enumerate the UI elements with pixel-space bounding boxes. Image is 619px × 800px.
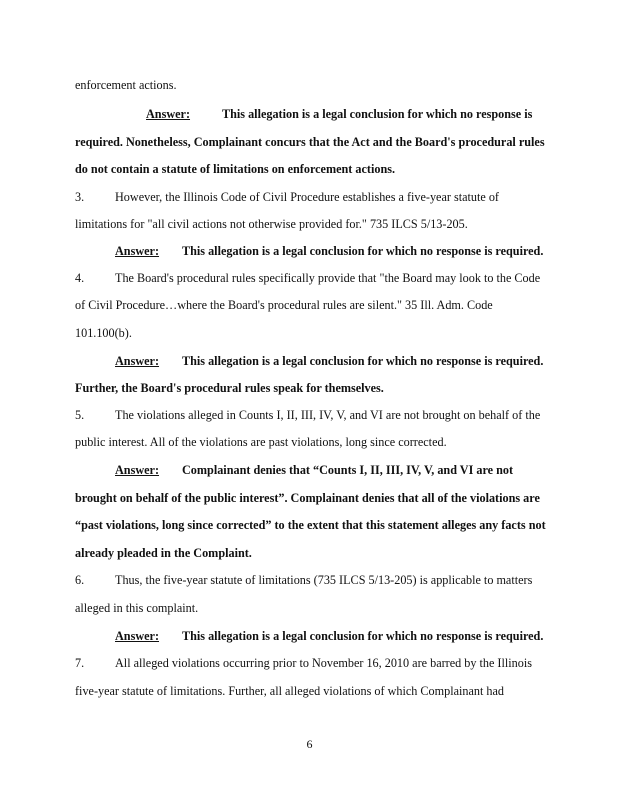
page-number: 6 [306, 737, 313, 751]
answer-text-line: required. Nonetheless, Complainant concurs that the Act and the Board's procedural rules [75, 135, 545, 149]
text-line: enforcement actions. [75, 78, 177, 92]
answer-label: Answer: [146, 107, 191, 121]
answer-label: Answer: [115, 354, 160, 368]
paragraph-text-line: five-year statute of limitations. Further, all alleged violations of which Complainant had [75, 684, 505, 698]
paragraph-text: Thus, the five-year statute of limitations (735 ILCS 5/13-205) is applicable to matters [115, 573, 533, 587]
answer-text: This allegation is a legal conclusion for which no response is required. [182, 629, 544, 643]
paragraph-text-line: alleged in this complaint. [75, 601, 199, 615]
paragraph-text: All alleged violations occurring prior to November 16, 2010 are barred by the Illinois [115, 656, 532, 670]
answer-text: This allegation is a legal conclusion for which no response is required. [182, 244, 544, 258]
paragraph-text-line: limitations for "all civil actions not otherwise provided for." 735 ILCS 5/13-205. [75, 217, 468, 231]
answer-text-line: brought on behalf of the public interest”. Complainant denies that all of the violations are [75, 491, 540, 505]
paragraph-text-line: 101.100(b). [75, 326, 132, 340]
paragraph-text-line: of Civil Procedure…where the Board's procedural rules are silent." 35 Ill. Adm. Code [75, 298, 493, 312]
paragraph-number: 5. [75, 408, 85, 422]
answer-text: Complainant denies that “Counts I, II, III, IV, V, and VI are not [182, 463, 514, 477]
paragraph-text: The Board's procedural rules specifically provide that "the Board may look to the Code [115, 271, 541, 285]
answer-label: Answer: [115, 629, 160, 643]
paragraph-text-line: public interest. All of the violations are past violations, long since corrected. [75, 435, 447, 449]
paragraph-number: 7. [75, 656, 85, 670]
answer-text-line: Further, the Board's procedural rules speak for themselves. [75, 381, 384, 395]
answer-text-line: already pleaded in the Complaint. [75, 546, 252, 560]
paragraph-number: 3. [75, 190, 85, 204]
paragraph-text: The violations alleged in Counts I, II, III, IV, V, and VI are not brought on behalf of the [115, 408, 541, 422]
answer-text-line: “past violations, long since corrected” to the extent that this statement alleges any facts not [75, 518, 546, 532]
paragraph-number: 4. [75, 271, 85, 285]
paragraph-text: However, the Illinois Code of Civil Procedure establishes a five-year statute of [115, 190, 499, 204]
answer-label: Answer: [115, 463, 160, 477]
answer-text: This allegation is a legal conclusion for which no response is required. [182, 354, 544, 368]
answer-text-line: do not contain a statute of limitations on enforcement actions. [75, 162, 396, 176]
answer-label: Answer: [115, 244, 160, 258]
paragraph-number: 6. [75, 573, 85, 587]
answer-text: This allegation is a legal conclusion for which no response is [222, 107, 533, 121]
